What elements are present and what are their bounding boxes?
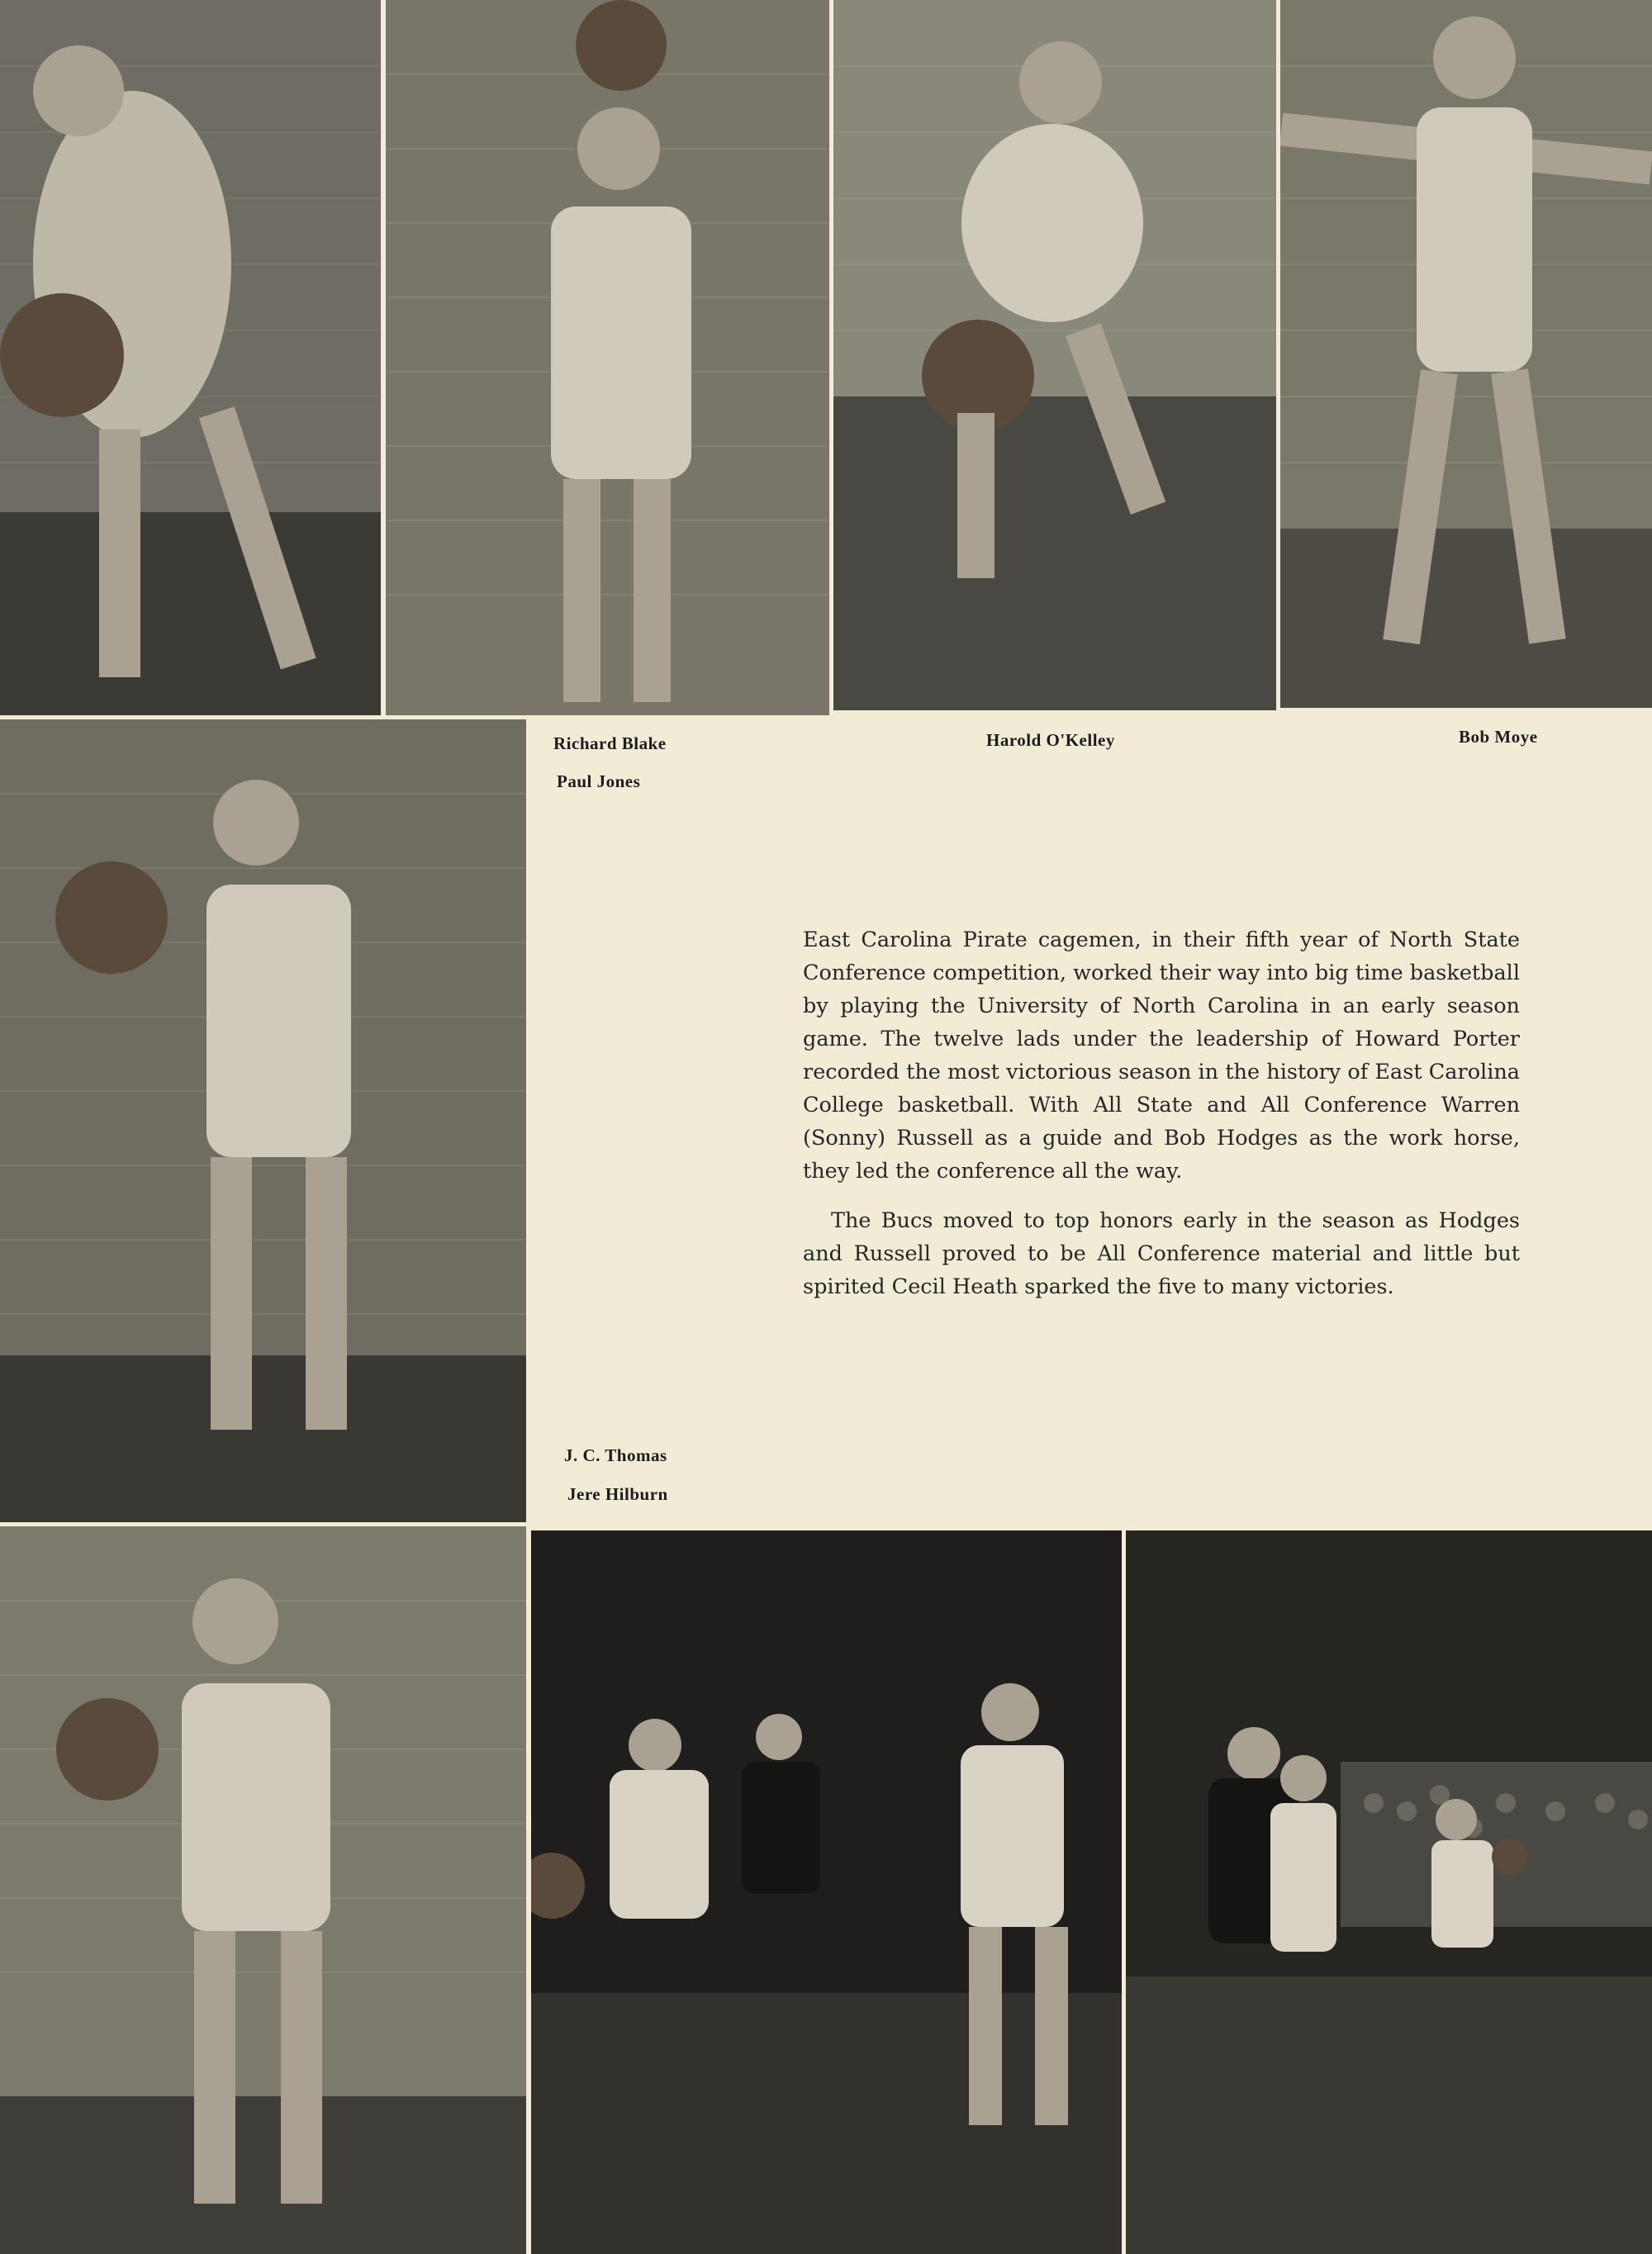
game-action-photo-1 — [531, 1530, 1122, 2254]
caption-bob-moye: Bob Moye — [1459, 727, 1538, 747]
caption-jc-thomas: J. C. Thomas — [564, 1445, 667, 1465]
player-photo-3 — [833, 0, 1276, 710]
player-photo-5 — [0, 719, 526, 1522]
player-photo-2 — [386, 0, 829, 715]
caption-harold-okelley: Harold O'Kelley — [986, 730, 1115, 750]
caption-paul-jones: Paul Jones — [557, 771, 641, 791]
article-paragraph-2: The Bucs moved to top honors early in the season as Hodges and Russell proved to be All Conference material and little but spirited Cecil Heath sparked the five to many victories. — [803, 1208, 1520, 1299]
caption-richard-blake: Richard Blake — [553, 733, 667, 753]
article-body — [803, 923, 1520, 1320]
caption-jere-hilburn: Jere Hilburn — [567, 1484, 668, 1504]
player-photo-6 — [0, 1526, 526, 2254]
player-photo-4 — [1280, 0, 1652, 708]
player-photo-1 — [0, 0, 381, 715]
game-action-photo-2 — [1126, 1530, 1652, 2254]
article-paragraph-1: East Carolina Pirate cagemen, in their fifth year of North State Conference competition, worked their way into big time basketball by playing the University of North Carolina in an early season game. The twelve lads under the leadership of Howard Porter recorded the most victorious season in the history of East Carolina College basketball. With All State and All Conference Warren (Sonny) Russell as a guide and Bob Hodges as the work horse, they led the conference all the way. — [803, 928, 1520, 1184]
